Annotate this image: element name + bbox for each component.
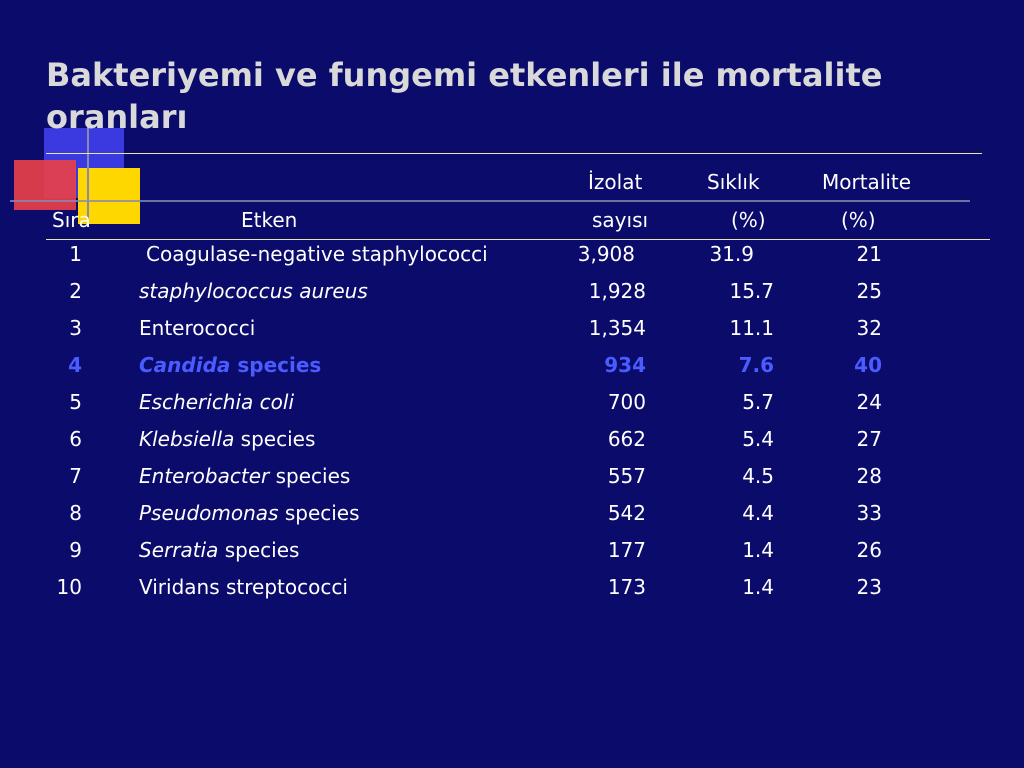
- organism-name-italic: Escherichia coli: [139, 390, 294, 414]
- isolate-count: 177: [607, 538, 646, 562]
- organism-name-italic: Klebsiella: [139, 427, 235, 451]
- organism-name: [139, 427, 315, 451]
- header-etken: Etken: [241, 208, 298, 232]
- isolate-count: 557: [607, 464, 646, 488]
- table-row: [0, 279, 1024, 309]
- isolate-count: 662: [607, 427, 646, 451]
- isolate-count: 934: [604, 353, 646, 377]
- organism-name-text: species: [278, 501, 360, 525]
- organism-name-italic: staphylococcus aureus: [139, 279, 368, 303]
- mortality-percent: 40: [854, 353, 882, 377]
- table-row: [0, 464, 1024, 494]
- mortality-percent: 21: [856, 242, 882, 266]
- decor-horizontal-line: [10, 200, 970, 202]
- isolate-count: 1,928: [588, 279, 646, 303]
- table-row: [0, 353, 1024, 383]
- organism-name-text: species: [269, 464, 351, 488]
- organism-name-italic: Pseudomonas: [139, 501, 279, 525]
- header-siklik-line2: (%): [731, 208, 766, 232]
- organism-name-text: species: [234, 427, 316, 451]
- table-row: [0, 390, 1024, 420]
- row-number: 10: [56, 575, 82, 599]
- table-row: [0, 242, 1024, 272]
- organism-name: [139, 538, 299, 562]
- frequency-percent: 5.4: [742, 427, 774, 451]
- row-number: 6: [69, 427, 82, 451]
- frequency-percent: 5.7: [742, 390, 774, 414]
- mortality-percent: 27: [856, 427, 882, 451]
- organism-name: [139, 390, 294, 414]
- header-izolat-line1: İzolat: [588, 170, 643, 194]
- organism-name: [139, 575, 348, 599]
- organism-name-italic: Serratia: [139, 538, 219, 562]
- organism-name-text: Coagulase-negative staphylococci: [146, 242, 488, 266]
- table-row: [0, 575, 1024, 605]
- decor-red-square: [14, 160, 76, 210]
- mortality-percent: 33: [856, 501, 882, 525]
- row-number: 1: [69, 242, 82, 266]
- frequency-percent: 7.6: [738, 353, 774, 377]
- organism-name: [139, 316, 255, 340]
- isolate-count: 3,908: [577, 242, 635, 266]
- organism-name-text: species: [230, 353, 322, 377]
- isolate-count: 1,354: [588, 316, 646, 340]
- mortality-percent: 24: [856, 390, 882, 414]
- organism-name: [146, 242, 488, 266]
- organism-name: [139, 464, 350, 488]
- table-row: [0, 316, 1024, 346]
- organism-name-text: species: [218, 538, 300, 562]
- organism-name: [139, 501, 360, 525]
- table-row: [0, 427, 1024, 457]
- frequency-percent: 15.7: [729, 279, 774, 303]
- organism-name-italic: Enterobacter: [139, 464, 270, 488]
- row-number: 2: [69, 279, 82, 303]
- header-sira: Sıra: [52, 208, 91, 232]
- mortality-percent: 23: [856, 575, 882, 599]
- table-header-rule: [46, 239, 990, 240]
- slide-title: Bakteriyemi ve fungemi etkenleri ile mortalite oranları: [46, 56, 883, 136]
- row-number: 3: [69, 316, 82, 340]
- frequency-percent: 1.4: [742, 575, 774, 599]
- mortality-percent: 25: [856, 279, 882, 303]
- frequency-percent: 31.9: [709, 242, 754, 266]
- header-mortalite-line2: (%): [841, 208, 876, 232]
- organism-name-text: Enterococci: [139, 316, 256, 340]
- frequency-percent: 1.4: [742, 538, 774, 562]
- table-row: [0, 538, 1024, 568]
- table-row: [0, 501, 1024, 531]
- header-siklik-line1: Sıklık: [707, 170, 760, 194]
- table-top-rule: [46, 153, 982, 154]
- frequency-percent: 4.5: [742, 464, 774, 488]
- mortality-percent: 32: [856, 316, 882, 340]
- header-mortalite-line1: Mortalite: [822, 170, 912, 194]
- organism-name-italic: Candida: [139, 353, 231, 377]
- organism-name-text: Viridans streptococci: [139, 575, 348, 599]
- mortality-percent: 26: [856, 538, 882, 562]
- header-izolat-line2: sayısı: [592, 208, 649, 232]
- isolate-count: 700: [607, 390, 646, 414]
- isolate-count: 173: [607, 575, 646, 599]
- row-number: 5: [69, 390, 82, 414]
- organism-name: [139, 279, 368, 303]
- frequency-percent: 4.4: [742, 501, 774, 525]
- isolate-count: 542: [607, 501, 646, 525]
- row-number: 7: [69, 464, 82, 488]
- frequency-percent: 11.1: [729, 316, 774, 340]
- organism-name: [139, 353, 321, 377]
- row-number: 9: [69, 538, 82, 562]
- row-number: 4: [68, 353, 82, 377]
- row-number: 8: [69, 501, 82, 525]
- mortality-percent: 28: [856, 464, 882, 488]
